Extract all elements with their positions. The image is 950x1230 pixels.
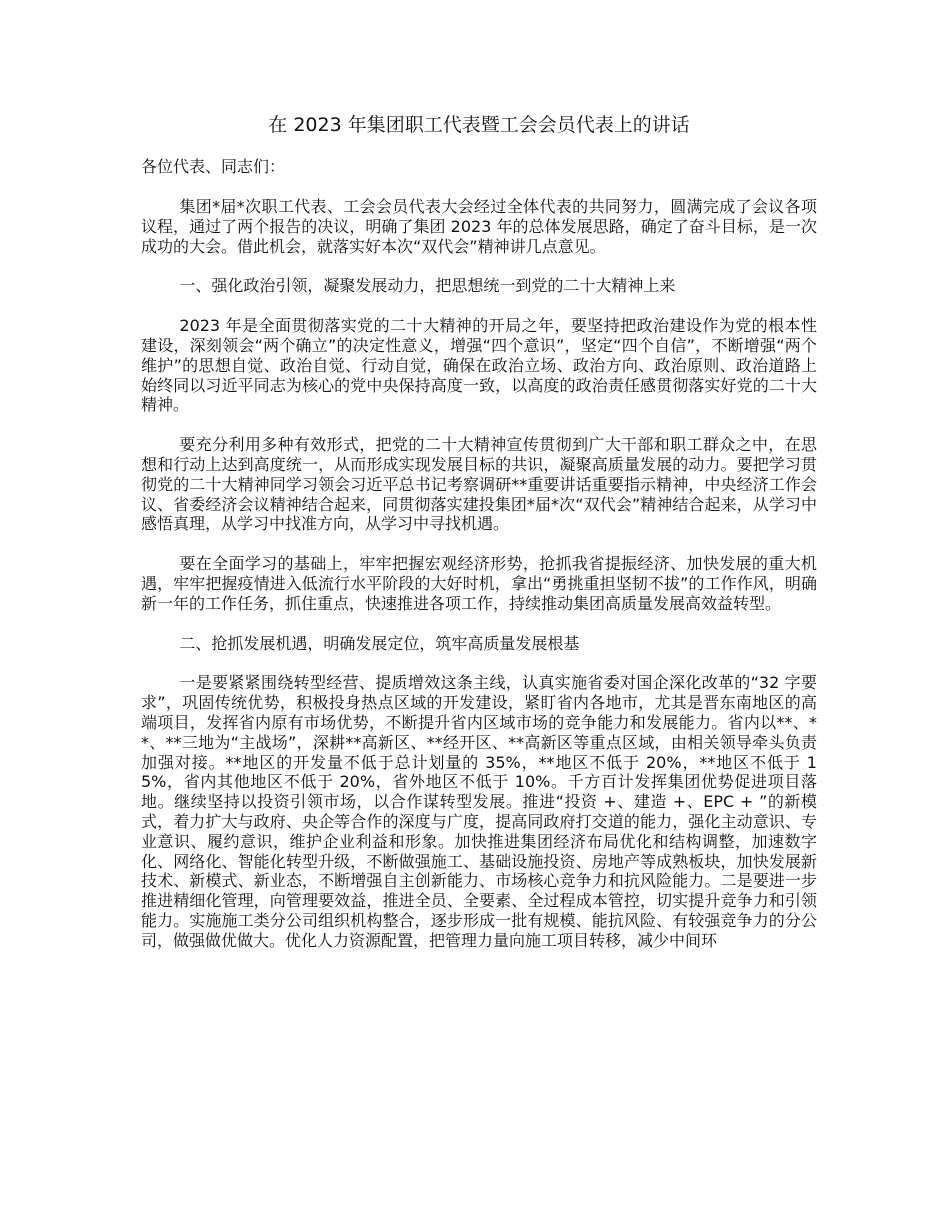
paragraph-intro: 集团*届*次职工代表、工会会员代表大会经过全体代表的共同努力，圆满完成了会议各项议程，通过了两个报告的决议，明确了集团 2023 年的总体发展思路，确定了奋斗目标，是一次成功的大会。借此机会，就落实好本次“双代会”精神讲几点意见。 bbox=[141, 197, 817, 256]
document-page bbox=[141, 110, 817, 951]
paragraph-section1-2: 要充分利用多种有效形式，把党的二十大精神宣传贯彻到广大干部和职工群众之中，在思想和行动上达到高度统一，从而形成实现发展目标的共识，凝聚高质量发展的动力。要把学习贯彻党的二十大精神同学习领会习近平总书记考察调研**重要讲话重要指示精神，中央经济工作会议、省委经济会议精神结合起来，同贯彻落实建投集团*届*次“双代会”精神结合起来，从学习中感悟真理，从学习中找准方向，从学习中寻找机遇。 bbox=[141, 435, 817, 534]
paragraph-section2-1: 一是要紧紧围绕转型经营、提质增效这条主线，认真实施省委对国企深化改革的“32 字要求”，巩固传统优势，积极投身热点区域的开发建设，紧盯省内各地市，尤其是晋东南地区的高端项目，发挥省内原有市场优势，不断提升省内区域市场的竞争能力和发展能力。省内以**、**、**三地为“主战场”，深耕**高新区、**经开区、**高新区等重点区域，由相关领导牵头负责加强对接。**地区的开发量不低于总计划量的 35%，**地区不低于 20%，**地区不低于 15%，省内其他地区不低于 20%，省外地区不低于 10%。千方百计发挥集团优势促进项目落地。继续坚持以投资引领市场，以合作谋转型发展。推进“投资 +、建造 +、EPC + ”的新模式，着力扩大与政府、央企等合作的深度与广度，提高同政府打交道的能力，强化主动意识、专业意识、履约意识，维护企业利益和形象。加快推进集团经济布局优化和结构调整，加速数字化、网络化、智能化转型升级，不断做强施工、基础设施投资、房地产等成熟板块，加快发展新技术、新模式、新业态，不断增强自主创新能力、市场核心竞争力和抗风险能力。二是要进一步推进精细化管理，向管理要效益，推进全员、全要素、全过程成本管控，切实提升竞争力和引领能力。实施施工类分公司组织机构整合，逐步形成一批有规模、能抗风险、有较强竞争力的分公司，做强做优做大。优化人力资源配置，把管理力量向施工项目转移，减少中间环 bbox=[141, 673, 817, 950]
section-heading-2: 二、抢抓发展机遇，明确发展定位，筑牢高质量发展根基 bbox=[179, 633, 580, 653]
paragraph-section1-1: 2023 年是全面贯彻落实党的二十大精神的开局之年，要坚持把政治建设作为党的根本性建设，深刻领会“两个确立”的决定性意义，增强“四个意识”，坚定“四个自信”，不断增强“两个维护”的思想自觉、政治自觉、行动自觉，确保在政治立场、政治方向、政治原则、政治道路上始终同以习近平同志为核心的党中央保持高度一致，以高度的政治责任感贯彻落实好党的二十大精神。 bbox=[141, 316, 817, 415]
paragraph-section1-3: 要在全面学习的基础上，牢牢把握宏观经济形势，抢抓我省提振经济、加快发展的重大机遇，牢牢把握疫情进入低流行水平阶段的大好时机，拿出“勇挑重担坚韧不拔”的工作作风，明确新一年的工作任务，抓住重点，快速推进各项工作，持续推动集团高质量发展高效益转型。 bbox=[141, 554, 817, 613]
section-heading-1: 一、强化政治引领，凝聚发展动力，把思想统一到党的二十大精神上来 bbox=[179, 276, 676, 296]
document-title: 在 2023 年集团职工代表暨工会会员代表上的讲话 bbox=[268, 114, 690, 136]
salutation: 各位代表、同志们： bbox=[141, 157, 286, 176]
